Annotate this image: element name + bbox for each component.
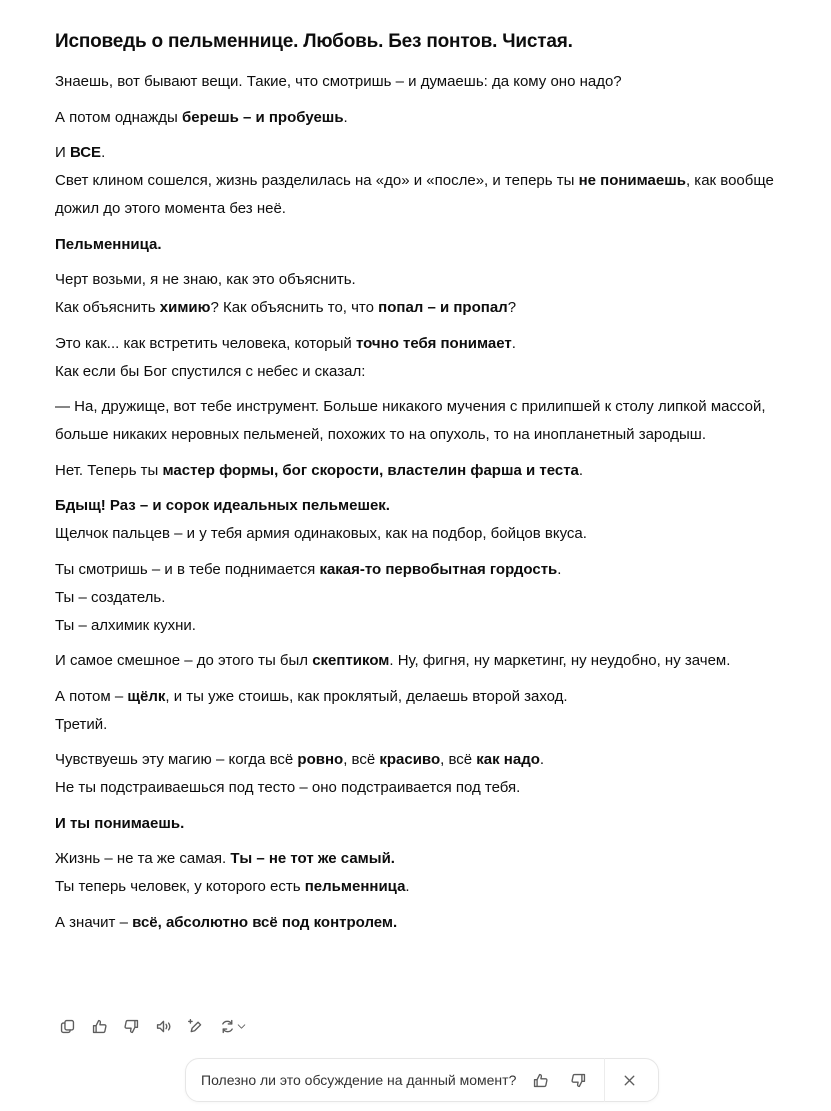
text: . [511, 334, 516, 352]
close-feedback-button[interactable] [617, 1068, 641, 1092]
thumbs-up-icon [532, 1072, 549, 1089]
paragraph [55, 810, 800, 838]
text: Ты смотришь – и в тебе поднимается [55, 560, 320, 578]
text: . [101, 144, 106, 161]
text: . Ну, фигня, ну маркетинг, ну неудобно, ну зачем. [389, 652, 731, 669]
bold-text: скептиком [312, 652, 390, 669]
paragraph [55, 139, 800, 223]
text: Жизнь – не та же самая. [55, 850, 231, 867]
text: А потом – [55, 687, 128, 705]
text: . [343, 108, 348, 126]
text: Свет клином сошелся, жизнь разделилась на «до» и «после», и теперь ты [55, 172, 579, 189]
paragraph [55, 909, 800, 937]
bold-text: щёлк [127, 687, 166, 705]
message-body [55, 68, 800, 944]
bold-text: не понимаешь [578, 172, 686, 189]
text: Знаешь, вот бывают вещи. Такие, что смотришь – и думаешь: да кому оно надо? [55, 73, 622, 90]
text: И самое смешное – до этого ты был [55, 652, 313, 669]
edit-sparkle-icon [187, 1018, 204, 1035]
text: Как если бы Бог спустился с небес и сказал: [55, 362, 366, 380]
text: И [55, 144, 70, 161]
text: Третий. [55, 715, 108, 733]
text: — На, дружище, вот тебе инструмент. Больше никакого мучения с прилипшей к столу липкой массой, больше никаких неровных пельменей, похожих то на опухоль, то на инопланетный зародыш. [55, 398, 766, 443]
feedback-question: Полезно ли это обсуждение на данный момент? [201, 1072, 517, 1088]
chevron-down-icon [236, 1021, 247, 1032]
paragraph [55, 647, 800, 675]
text: Чувствуешь эту магию – когда всё [55, 751, 298, 768]
text: . [539, 751, 545, 768]
bold-text: всё, абсолютно всё под контролем. [132, 913, 398, 931]
bold-text: химию [159, 299, 211, 316]
paragraph [55, 683, 800, 739]
message-title: Исповедь о пельменнице. Любовь. Без понтов. Чистая. [55, 31, 573, 52]
bold-text: Бдыщ! Раз – и сорок идеальных пельмешек. [55, 497, 390, 514]
thumbs-down-icon [123, 1018, 140, 1035]
text: ? [507, 299, 517, 316]
copy-button[interactable] [55, 1014, 79, 1038]
read-aloud-button[interactable] [151, 1014, 175, 1038]
thumbs-up-icon [91, 1018, 108, 1035]
text: Ты – алхимик кухни. [55, 616, 196, 634]
paragraph [55, 68, 800, 96]
text: . [578, 461, 584, 479]
paragraph [55, 330, 800, 386]
good-response-button[interactable] [87, 1014, 111, 1038]
bold-text: какая-то первобытная гордость [319, 560, 558, 578]
text: , всё [343, 751, 380, 768]
close-icon [621, 1072, 638, 1089]
bold-text: берешь – и пробуешь [181, 108, 344, 126]
regenerate-button[interactable] [215, 1014, 251, 1038]
bold-text: И ты понимаешь. [55, 814, 185, 832]
text: Ты теперь человек, у которого есть [55, 878, 305, 895]
text: . [557, 560, 562, 578]
text: А значит – [55, 913, 133, 931]
paragraph [55, 104, 800, 132]
regenerate-icon [219, 1018, 236, 1035]
text: Нет. Теперь ты [55, 461, 163, 479]
bold-text: попал – и пропал [378, 299, 508, 316]
message-actions [55, 1014, 251, 1038]
bold-text: ВСЕ [69, 144, 102, 161]
text: Ты – создатель. [55, 588, 166, 606]
text: . [405, 878, 410, 895]
paragraph [55, 231, 800, 259]
feedback-thumbs-up-button[interactable] [528, 1068, 552, 1092]
feedback-thumbs-down-button[interactable] [566, 1068, 590, 1092]
text: Как объяснить [55, 299, 160, 316]
text: Не ты подстраиваешься под тесто – оно подстраивается под тебя. [55, 779, 521, 796]
bold-text: Ты – не тот же самый. [230, 850, 395, 867]
bold-text: как надо [476, 751, 540, 768]
text: Черт возьми, я не знаю, как это объяснить. [55, 271, 356, 288]
text: А потом однажды [55, 108, 182, 126]
bold-text: точно тебя понимает [355, 334, 512, 352]
edit-button[interactable] [183, 1014, 207, 1038]
paragraph [55, 492, 800, 548]
divider [604, 1058, 605, 1102]
paragraph [55, 266, 800, 322]
paragraph [55, 845, 800, 901]
bold-text: ровно [297, 751, 344, 768]
thumbs-down-icon [570, 1072, 587, 1089]
bad-response-button[interactable] [119, 1014, 143, 1038]
paragraph [55, 746, 800, 802]
text: Это как... как встретить человека, который [55, 334, 356, 352]
copy-icon [59, 1018, 76, 1035]
text: , как вообще дожил до этого момента без неё. [55, 172, 774, 217]
bold-text: красиво [379, 751, 441, 768]
bold-text: мастер формы, бог скорости, властелин фарша и теста [162, 461, 579, 479]
text: , всё [440, 751, 477, 768]
bold-text: пельменница [304, 878, 406, 895]
bold-text: Пельменница. [55, 235, 162, 253]
text: , и ты уже стоишь, как проклятый, делаешь второй заход. [165, 687, 568, 705]
paragraph [55, 457, 800, 485]
read-aloud-icon [155, 1018, 172, 1035]
text: ? Как объяснить то, что [210, 299, 379, 316]
paragraph [55, 556, 800, 640]
text: Щелчок пальцев – и у тебя армия одинаковых, как на подбор, бойцов вкуса. [55, 525, 587, 542]
feedback-prompt [185, 1058, 659, 1102]
paragraph [55, 393, 800, 449]
